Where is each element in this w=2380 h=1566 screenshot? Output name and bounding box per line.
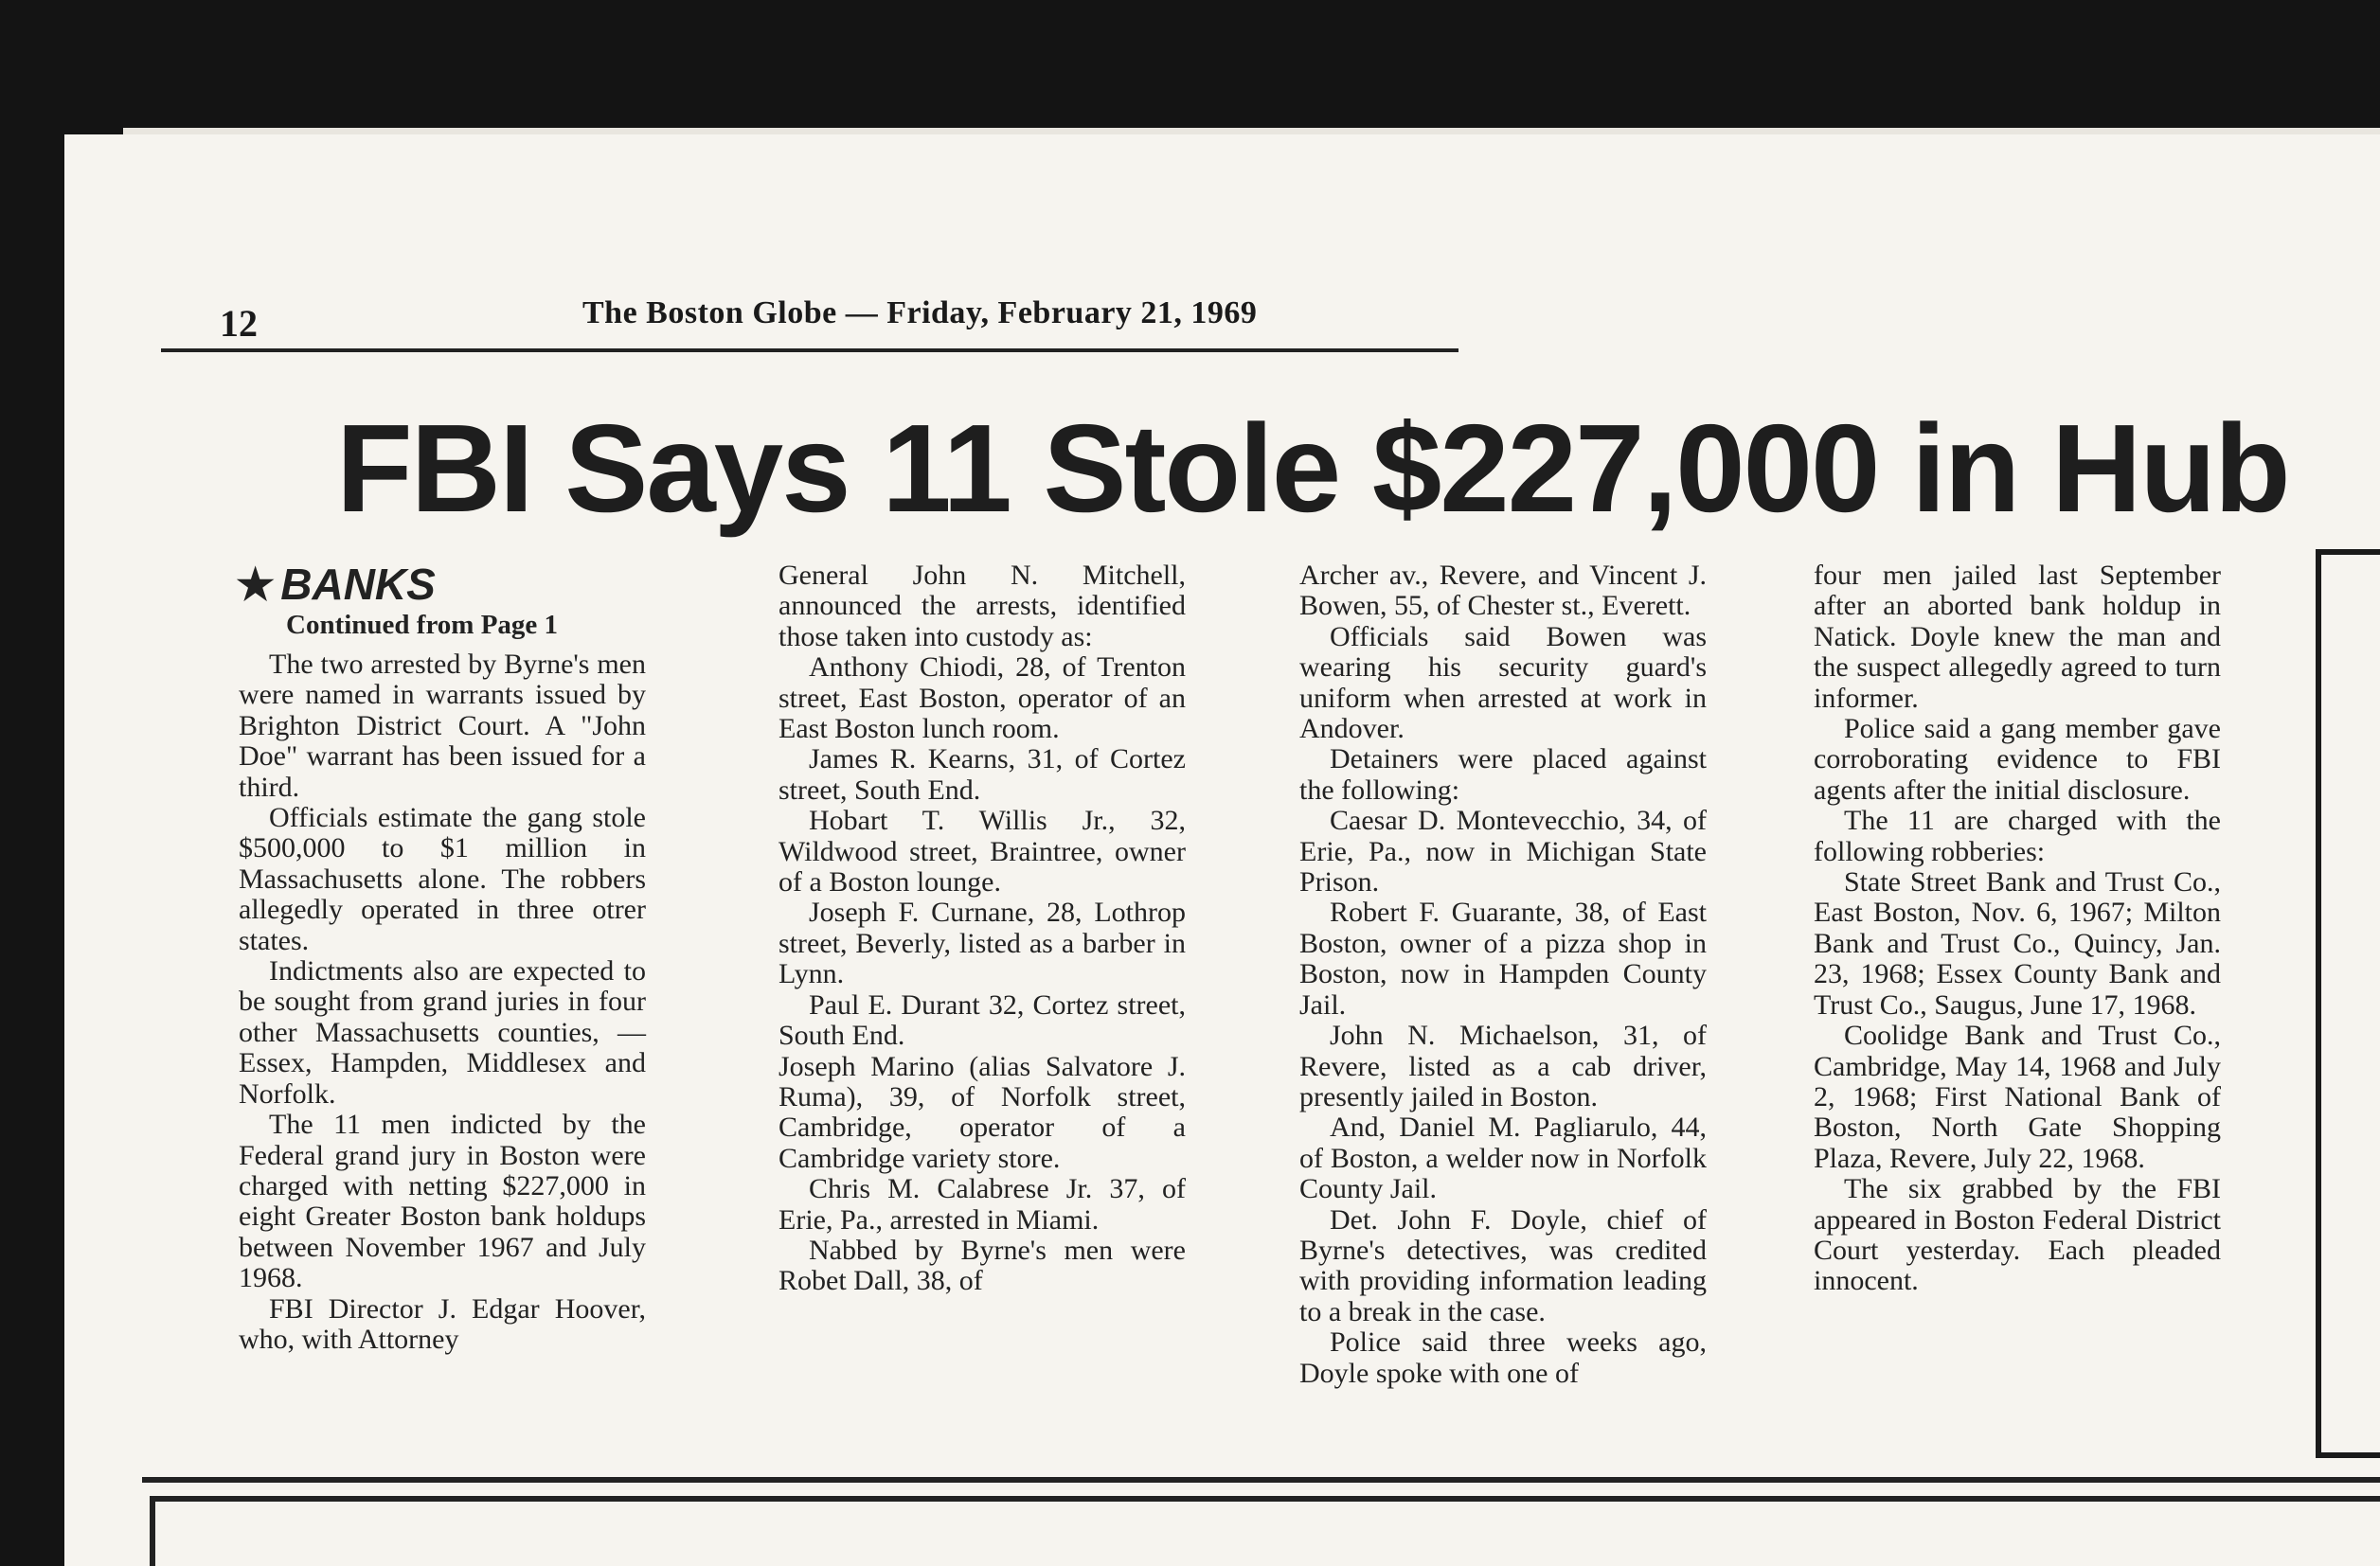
article-column-3	[1299, 561, 1707, 1469]
paragraph: Joseph Marino (alias Salvatore J. Ruma), 39, of Norfolk street, Cambridge, operator of a Cambridge variety store.	[778, 1050, 1186, 1174]
star-icon: ★	[236, 560, 276, 609]
article-column-1	[236, 560, 646, 1469]
article-column-4	[1814, 561, 2221, 1469]
paragraph: four men jailed last September after an aborted bank holdup in Natick. Doyle knew the man and the suspect allegedly agreed to turn informer.	[1814, 560, 2221, 714]
paragraph: Coolidge Bank and Trust Co., Cambridge, May 14, 1968 and July 2, 1968; First National Bank of Boston, North Gate Shopping Plaza, Revere, July 22, 1968.	[1814, 1020, 2221, 1174]
page-number: 12	[220, 302, 258, 345]
kicker-title: BANKS	[280, 560, 436, 609]
adjacent-box-edge	[2316, 549, 2380, 1458]
bottom-box-edge	[150, 1496, 2380, 1566]
paragraph: Robert F. Guarante, 38, of East Boston, owner of a pizza shop in Boston, now in Hampden County Jail.	[1299, 897, 1707, 1021]
paragraph: FBI Director J. Edgar Hoover, who, with Attorney	[239, 1292, 646, 1355]
paragraph: The six grabbed by the FBI appeared in Boston Federal District Court yesterday. Each pleaded innocent.	[1814, 1173, 2221, 1297]
paragraph: Hobart T. Willis Jr., 32, Wildwood street, Braintree, owner of a Boston lounge.	[778, 805, 1186, 899]
paragraph: Police said a gang member gave corroborating evidence to FBI agents after the initial disclosure.	[1814, 713, 2221, 806]
paragraph: The two arrested by Byrne's men were named in warrants issued by Brighton District Court. A "John Doe" warrant has been issued for a third.	[239, 649, 646, 803]
paragraph: Archer av., Revere, and Vincent J. Bowen, 55, of Chester st., Everett.	[1299, 560, 1707, 622]
paragraph: The 11 are charged with the following robberies:	[1814, 805, 2221, 867]
paragraph: Paul E. Durant 32, Cortez street, South End.	[778, 988, 1186, 1052]
paragraph: The 11 men indicted by the Federal grand jury in Boston were charged with netting $227,000 in eight Greater Boston bank holdups between November 1967 and July 1968.	[239, 1109, 646, 1294]
paragraph: Detainers were placed against the following:	[1299, 743, 1707, 806]
folio-bar	[161, 295, 1458, 352]
paragraph: Anthony Chiodi, 28, of Trenton street, East Boston, operator of an East Boston lunch room.	[778, 651, 1186, 745]
article-column-2	[778, 561, 1186, 1469]
paragraph: Officials estimate the gang stole $500,000 to $1 million in Massachusetts alone. The robbers allegedly operated in three otrer states.	[239, 802, 646, 956]
paragraph: Indictments also are expected to be sought from grand juries in four other Massachusetts counties, — Essex, Hampden, Middlesex and Norfolk.	[239, 955, 646, 1110]
paragraph: Officials said Bowen was wearing his security guard's uniform when arrested at work in Andover.	[1299, 620, 1707, 745]
kicker	[236, 561, 646, 608]
paragraph: Joseph F. Curnane, 28, Lothrop street, Beverly, listed as a barber in Lynn.	[778, 897, 1186, 990]
paragraph: John N. Michaelson, 31, of Revere, listed as a cab driver, presently jailed in Boston.	[1299, 1020, 1707, 1112]
paragraph: Caesar D. Montevecchio, 34, of Erie, Pa., now in Michigan State Prison.	[1299, 805, 1707, 899]
paragraph: General John N. Mitchell, announced the arrests, identified those taken into custody as:	[778, 560, 1186, 652]
paragraph: State Street Bank and Trust Co., East Boston, Nov. 6, 1967; Milton Bank and Trust Co., Quincy, Jan. 23, 1968; Essex County Bank and Trust Co., Saugus, June 17, 1968.	[1814, 866, 2221, 1021]
paragraph: Police said three weeks ago, Doyle spoke with one of	[1299, 1326, 1707, 1389]
paragraph: Nabbed by Byrne's men were Robet Dall, 38, of	[778, 1234, 1186, 1297]
bottom-rule	[142, 1477, 2380, 1483]
paragraph: Det. John F. Doyle, chief of Byrne's detectives, was credited with providing information leading to a break in the case.	[1299, 1203, 1707, 1327]
paragraph: Chris M. Calabrese Jr. 37, of Erie, Pa., arrested in Miami.	[778, 1173, 1186, 1236]
continued-line: Continued from Page 1	[286, 610, 559, 640]
headline: FBI Says 11 Stole $227,000 in Hub	[336, 399, 2289, 538]
paragraph: And, Daniel M. Pagliarulo, 44, of Boston, a welder now in Norfolk County Jail.	[1299, 1112, 1707, 1205]
folio-line: The Boston Globe — Friday, February 21, 1969	[582, 295, 1258, 330]
paragraph: James R. Kearns, 31, of Cortez street, South End.	[778, 743, 1186, 806]
